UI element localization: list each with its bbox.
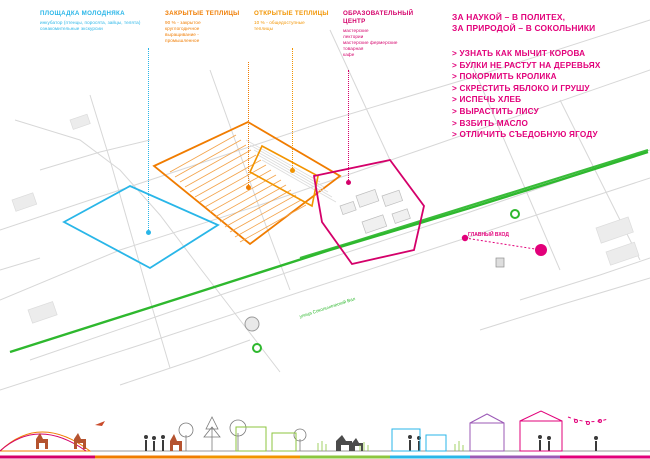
road-label: улица Сокольнический Вал [298, 296, 356, 319]
headline-line-2: ЗА ПРИРОДОЙ – В СОКОЛЬНИКИ [452, 23, 596, 33]
main-entrance-label: ГЛАВНЫЙ ВХОД [468, 232, 509, 238]
legend [40, 10, 440, 90]
legend-sub-line: промышленное [165, 38, 200, 43]
task-item: > ОТЛИЧИТЬ СЪЕДОБНУЮ ЯГОДУ [452, 130, 598, 140]
legend-sub-line: товарная [343, 46, 364, 51]
legend-sub-line: 10 % - общедоступные [254, 20, 305, 25]
task-item: > БУЛКИ НЕ РАСТУТ НА ДЕРЕВЬЯХ [452, 60, 601, 70]
legend-sub-line: круглогодичное [165, 26, 200, 31]
legend-sub-line: лектории [343, 34, 364, 39]
headline [452, 12, 647, 34]
section-illustration [0, 387, 650, 459]
legend-sub-line: выращивание - [165, 32, 199, 37]
task-item: > ВЫРАСТИТЬ ЛИСУ [452, 106, 539, 116]
legend-title-education-center: ОБРАЗОВАТЕЛЬНЫЙ ЦЕНТР [343, 10, 414, 25]
legend-sub-line: ознакомительные экскурсии [40, 26, 103, 31]
legend-item-closed-greenhouses[interactable] [165, 10, 250, 44]
main-entrance-marker [535, 244, 547, 256]
legend-title-open-greenhouses: ОТКРЫТЫЕ ТЕПЛИЦЫ [254, 10, 329, 17]
task-item: > ПОКОРМИТЬ КРОЛИКА [452, 72, 557, 82]
task-item: > ВЗБИТЬ МАСЛО [452, 118, 529, 128]
task-item: > СКРЕСТИТЬ ЯБЛОКО И ГРУШУ [452, 83, 590, 93]
legend-sub-line: мастерские фермерские [343, 40, 398, 45]
legend-sub-line: инкубатор (птенцы, поросята, зайцы, телята) [40, 20, 141, 25]
legend-title-closed-greenhouses: ЗАКРЫТЫЕ ТЕПЛИЦЫ [165, 10, 240, 17]
task-item: > ИСПЕЧЬ ХЛЕБ [452, 95, 522, 105]
task-item: > УЗНАТЬ КАК МЫЧИТ КОРОВА [452, 49, 586, 58]
legend-sub-line: 90 % - закрытое [165, 20, 201, 25]
legend-sub-line: мастерские [343, 28, 369, 33]
task-list [452, 48, 650, 141]
legend-item-playground[interactable] [40, 10, 160, 32]
legend-sub-line: кафе [343, 52, 355, 57]
headline-line-1: ЗА НАУКОЙ – В ПОЛИТЕХ, [452, 12, 566, 22]
legend-sub-line: теплицы [254, 26, 273, 31]
legend-title-playground: ПЛОЩАДКА МОЛОДНЯКА [40, 10, 125, 17]
legend-item-open-greenhouses[interactable] [254, 10, 339, 32]
legend-item-education-center[interactable] [343, 10, 418, 58]
